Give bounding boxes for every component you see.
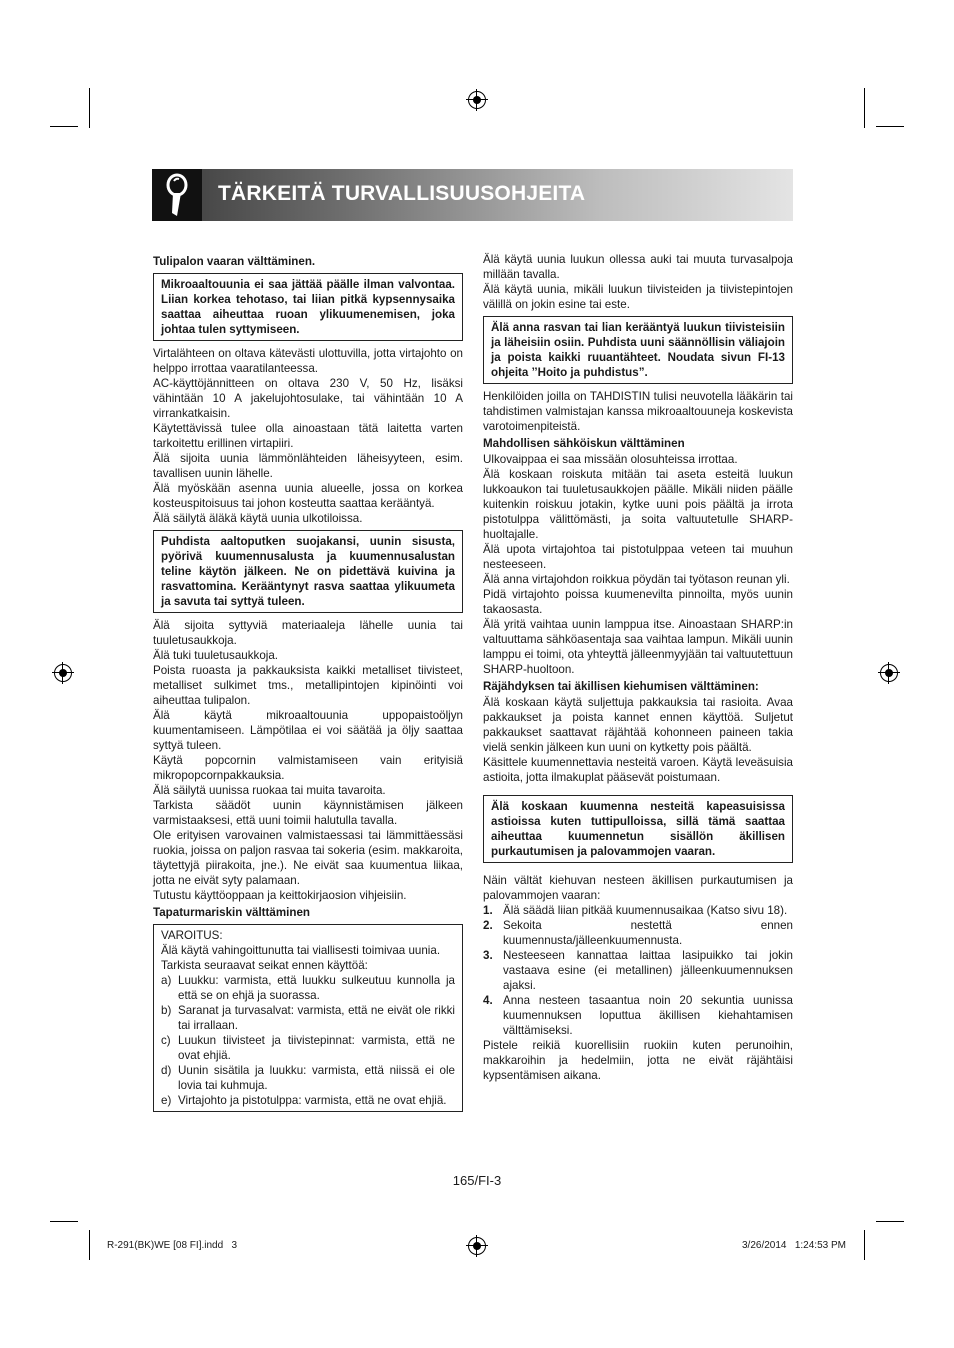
paragraph: Käytettävissä tulee olla ainoastaan tätä laitetta varten tarkoitettu erillinen virtapiiri. <box>153 422 463 450</box>
paragraph: Tarkista seuraavat seikat ennen käyttöä: <box>161 959 368 972</box>
list-item <box>483 993 793 1038</box>
registration-mark-icon <box>54 664 72 682</box>
file-name: R-291(BK)WE [08 FI].indd 3 <box>107 1240 238 1251</box>
list-marker: e) <box>161 1094 172 1107</box>
warning-text: Mikroaaltouunia ei saa jättää päälle ilman valvontaa. Liian korkea tehotaso, tai liian pitkä kypsennysaika saattaa aiheuttaa ruoan ylikuumenemisen, joka johtaa tulen syttymiseen. <box>161 278 455 336</box>
list-text: Luukun tiivisteet ja tiivistepinnat: varmista, että ne ovat ehjiä. <box>178 1034 455 1062</box>
paragraph: Älä säilytä uunissa ruokaa tai muita tavaroita. <box>153 784 386 797</box>
paragraph: Älä yritä vaihtaa uunin lamppua itse. Ainoastaan SHARP:in valtuuttama sähköasentaja saa vaihtaa lampun. Mikäli uunin lamppu ei toimi, ota yhteyttä jälleenmyyjään tai valtuutettuun SHARP-huoltoon. <box>483 618 793 676</box>
page-title: TÄRKEITÄ TURVALLISUUSOHJEITA <box>218 182 586 205</box>
crop-mark <box>864 88 865 128</box>
paragraph: Pistele reikiä kuorellisiin ruokiin kuten perunoihin, makkaroihin ja hedelmiin, jotta ne eivät räjähtäisi kypsentämisen aikana. <box>483 1039 793 1082</box>
paragraph: Älä käytä mikroaaltouunia uppopaistoöljyn kuumentamiseen. Lämpötilaa ei voi säätää ja öljy saattaa syttyä tuleen. <box>153 709 463 752</box>
list-text: Uunin sisätila ja luukku: varmista, että niissä ei ole lovia tai kuhmuja. <box>178 1064 455 1092</box>
list-marker: a) <box>161 974 172 987</box>
print-date: 3/26/2014 1:24:53 PM <box>742 1240 846 1251</box>
list-text: Anna nesteen tasaantua noin 20 sekuntia uunissa kuumennuksen loputtua äkillisen kiehahtamisen välttämiseksi. <box>503 994 793 1037</box>
list-text: Sekoita nestettä ennen kuumennusta/jälleenkuumennusta. <box>503 919 793 947</box>
paragraph: Käsittele kuumennettavia nesteitä varoen. Käytä leveäsuisia astioita, jotta ilmakuplat pääsevät poistumaan. <box>483 756 793 784</box>
paragraph: Tutustu käyttöoppaan ja keittokirjaosion vihjeisiin. <box>153 889 407 902</box>
registration-mark-icon <box>468 91 486 109</box>
paragraph: Ulkovaippaa ei saa missään olosuhteissa irrottaa. <box>483 453 738 466</box>
paragraph: Ole erityisen varovainen valmistaessasi tai lämmittäessäsi ruokia, joissa on paljon rasvaa tai sokeria (esim. makkaroita, täytettyjä piirakoita, jne.). Ne eivät saa kuumentua liikaa, jotta ne eivät syty palamaan. <box>153 829 463 887</box>
paragraph: Tarkista säädöt uunin käynnistämisen jälkeen varmistaaksesi, että uuni toimii halutulla tavalla. <box>153 799 463 827</box>
paragraph: Virtalähteen on oltava kätevästi ulottuvilla, jotta virtajohto on helppo irrottaa vaaratilanteessa. <box>153 347 463 375</box>
paragraph: Älä sijoita uunia lämmönlähteiden läheisyyteen, esim. tavallisen uunin lähelle. <box>153 452 463 480</box>
paragraph: Älä sijoita syttyviä materiaaleja lähelle uunia tai tuuletusaukkoja. <box>153 619 463 647</box>
list-text: Luukku: varmista, että luukku sulkeutuu kunnolla ja että se on ehjä ja suorassa. <box>178 974 455 1002</box>
list-marker: 3. <box>483 949 493 962</box>
paragraph: Pidä virtajohto poissa kuumenevilta pinnoilta, myös uunin takaosasta. <box>483 588 793 616</box>
list-marker: c) <box>161 1034 171 1047</box>
crop-mark <box>89 1230 90 1260</box>
paragraph: Henkilöiden joilla on TAHDISTIN tulisi neuvotella lääkärin tai tahdistimen valmistajan kanssa mikroaaltouuneja koskevista varotoimenpiteistä. <box>483 390 793 433</box>
section-heading: Tapaturmariskin välttäminen <box>153 906 310 919</box>
paragraph: Älä käytä uunia luukun ollessa auki tai muuta turvasalpoja millään tavalla. <box>483 253 793 281</box>
list-item <box>161 973 455 1003</box>
paragraph: Älä koskaan käytä suljettuja pakkauksia tai rasioita. Avaa pakkaukset ja poista kannet ennen käyttöä. Suljetut pakkaukset saattavat räjähtää kohonneen paineen takia vielä senkin jälkeen kun uuni on kytketty pois päältä. <box>483 696 793 754</box>
warning-text: Älä koskaan kuumenna nesteitä kapeasuisissa astioissa kuten tuttipulloissa, sillä tämä saattaa aiheuttaa kuumennetun sisällön äkillisen purkautumisen ja palovammojen vaaran. <box>491 800 785 858</box>
paragraph: Käytä popcornin valmistamiseen vain erityisiä mikropopcornpakkauksia. <box>153 754 463 782</box>
crop-mark <box>876 1221 904 1222</box>
paragraph: Älä myöskään asenna uunia alueelle, jossa on korkea kosteuspitoisuus tai johon kosteutta saattaa kerääntyä. <box>153 482 463 510</box>
warning-box <box>483 316 793 384</box>
list-item <box>161 1033 455 1063</box>
list-text: Virtajohto ja pistotulppa: varmista, että ne ovat ehjiä. <box>178 1094 447 1107</box>
list-text: Saranat ja turvasalvat: varmista, että ne eivät ole rikki tai irrallaan. <box>178 1004 455 1032</box>
list-marker: b) <box>161 1004 172 1017</box>
paragraph: Älä anna virtajohdon roikkua pöydän tai työtason reunan yli. <box>483 573 790 586</box>
warning-text: Puhdista aaltoputken suojakansi, uunin sisusta, pyörivä kuumennusalusta ja kuumennusalustan teline käytön jälkeen. Ne on pidettävä kuivina ja rasvattomina. Kerääntynyt rasva saattaa ylikuumeta ja savuta tai syttyä tuleen. <box>161 535 455 608</box>
paragraph: Älä upota virtajohtoa tai pistotulppaa veteen tai muuhun nesteeseen. <box>483 543 793 571</box>
registration-mark-icon <box>468 1237 486 1255</box>
crop-mark <box>50 126 78 127</box>
registration-mark-icon <box>880 664 898 682</box>
crop-mark <box>876 126 904 127</box>
list-marker: 4. <box>483 994 493 1007</box>
paragraph: AC-käyttöjännitteen on oltava 230 V, 50 Hz, lisäksi vähintään 10 A jakelujohtosulake, tai vähintään 10 A virrankatkaisin. <box>153 377 463 420</box>
warning-box <box>153 273 463 341</box>
list-item <box>483 948 793 993</box>
section-heading: Räjähdyksen tai äkillisen kiehumisen välttäminen: <box>483 680 759 693</box>
list-text: Älä säädä liian pitkää kuumennusaikaa (Katso sivu 18). <box>503 904 788 917</box>
left-column <box>153 252 463 1117</box>
list-marker: 2. <box>483 919 493 932</box>
crop-mark <box>864 1230 865 1260</box>
paragraph: Älä käytä uunia, mikäli luukun tiivisteiden ja tiivistepintojen välillä on jokin esine tai este. <box>483 283 793 311</box>
check-list <box>161 973 455 1108</box>
caution-box <box>153 924 463 1112</box>
paragraph: Älä säilytä äläkä käytä uunia ulkotiloissa. <box>153 512 363 525</box>
paragraph: Poista ruoasta ja pakkauksista kaikki metalliset tiivisteet, metalliset sulkimet tms., metallipintojen kipinöinti voi aiheuttaa tulipalon. <box>153 664 463 707</box>
section-heading: Tulipalon vaaran välttäminen. <box>153 255 316 268</box>
warning-box <box>483 795 793 863</box>
warning-box <box>153 530 463 613</box>
paragraph: Näin vältät kiehuvan nesteen äkillisen purkautumisen ja palovammojen vaaran: <box>483 874 793 902</box>
paragraph: Älä koskaan roiskuta mitään tai aseta esteitä luukun lukkoaukon tai tuuletusaukkojen päälle. Mikäli niiden päälle kuitenkin roiskuu jotakin, kytke uuni pois päältä ja irrota pistotulppa välittömästi, ja soita valtuutetulle SHARP-huoltajalle. <box>483 468 793 541</box>
list-marker: 1. <box>483 904 493 917</box>
list-text: Nesteeseen kannattaa laittaa lasipuikko tai jokin vastaava esine (ei metallinen) jälleenkuumennuksen ajaksi. <box>503 949 793 992</box>
list-marker: d) <box>161 1064 172 1077</box>
page-number: 165/FI-3 <box>452 1173 502 1188</box>
paragraph: Älä tuki tuuletusaukkoja. <box>153 649 279 662</box>
numbered-list <box>483 903 793 1038</box>
list-item <box>483 903 793 918</box>
section-heading: Mahdollisen sähköiskun välttäminen <box>483 437 685 450</box>
crop-mark <box>89 88 90 128</box>
right-column <box>483 252 793 1083</box>
bulb-icon <box>152 169 202 221</box>
paragraph: Älä käytä vahingoittunutta tai viallisesti toimivaa uunia. <box>161 944 441 957</box>
list-item <box>483 918 793 948</box>
crop-mark <box>50 1221 78 1222</box>
list-item <box>161 1063 455 1093</box>
header-banner <box>152 169 793 221</box>
list-item <box>161 1003 455 1033</box>
warning-text: Älä anna rasvan tai lian kerääntyä luukun tiivisteisiin ja läheisiin osiin. Puhdista uuni säännöllisin väliajoin ja poista kaikki ruuantähteet. Noudata sivun FI-13 ohjeita ’’Hoito ja puhdistus”. <box>491 321 785 379</box>
caution-title: VAROITUS: <box>161 929 223 942</box>
list-item <box>161 1093 455 1108</box>
